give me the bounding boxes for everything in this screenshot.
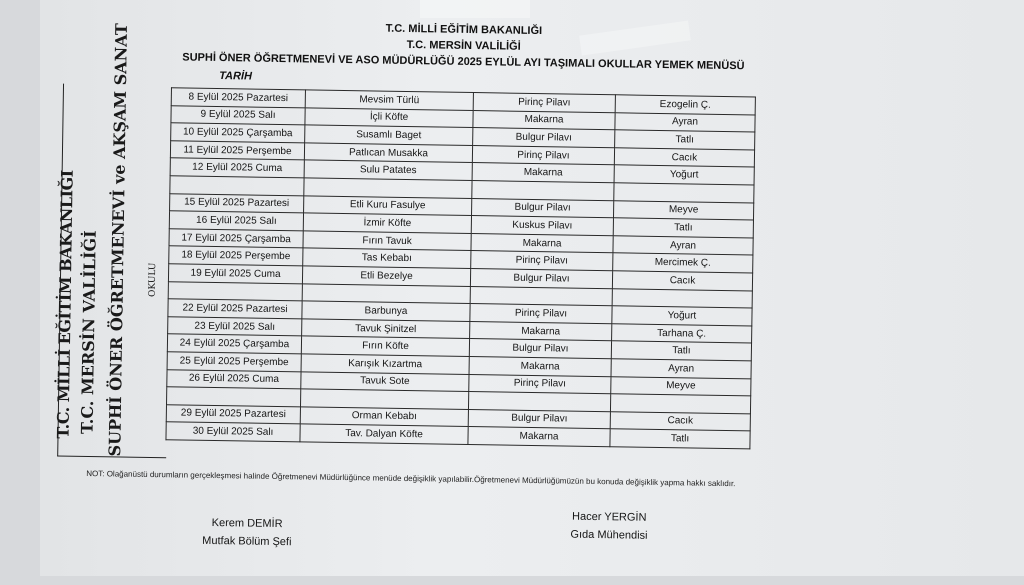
extra-cell: Mercimek Ç. [613, 253, 753, 273]
date-cell: 23 Eylül 2025 Salı [168, 316, 302, 336]
main-dish-cell: Orman Kebabı [300, 407, 468, 427]
date-cell: 10 Eylül 2025 Çarşamba [171, 123, 305, 143]
side-dish-cell: Bulgur Pilavı [472, 198, 614, 218]
side-label-school: OKULU [147, 262, 159, 298]
date-cell [168, 281, 302, 301]
signer-name: Hacer YERGİN [572, 510, 647, 524]
extra-cell: Cacık [614, 148, 754, 168]
date-cell: 30 Eylül 2025 Salı [166, 422, 300, 442]
extra-cell: Tarhana Ç. [612, 323, 752, 343]
extra-cell [614, 183, 754, 203]
side-dish-cell [468, 392, 610, 412]
extra-cell: Cacık [610, 411, 750, 431]
signer-title: Mutfak Bölüm Şefi [202, 534, 292, 549]
side-dish-cell: Pirinç Pilavı [473, 93, 615, 113]
main-dish-cell: Susamlı Baget [305, 125, 473, 145]
main-dish-cell: Tav. Dalyan Köfte [300, 424, 468, 444]
side-dish-cell: Pirinç Pilavı [471, 251, 613, 271]
date-cell: 22 Eylül 2025 Pazartesi [168, 299, 302, 319]
extra-cell: Tatlı [613, 218, 753, 238]
date-column-label: TARİH [219, 70, 253, 83]
side-label-institution: SUPHİ ÖNER ÖĞRETMENEVİ ve AKŞAM SANAT [105, 23, 131, 457]
signature-block-engineer [544, 507, 675, 545]
extra-cell: Cacık [612, 271, 752, 291]
menu-table [165, 87, 755, 449]
side-dish-cell: Makarna [472, 163, 614, 183]
side-dish-cell: Pirinç Pilavı [470, 304, 612, 324]
date-cell: 12 Eylül 2025 Cuma [170, 158, 304, 178]
side-dish-cell: Bulgur Pilavı [473, 128, 615, 148]
extra-cell: Yoğurt [612, 306, 752, 326]
date-cell: 24 Eylül 2025 Çarşamba [167, 334, 301, 354]
side-dish-cell: Makarna [471, 233, 613, 253]
signature-block-chef [192, 514, 303, 552]
footnote: NOT: Olağanüstü durumların gerçekleşmesi halinde Öğretmenevi Müdürlüğünce menüde değişiklik yapılabilir.Öğretmenevi Müdürlüğümüzün bu konuda değişiklik yapma hakkı saklıdır. [86, 468, 736, 489]
main-dish-cell: Tavuk Sote [301, 371, 469, 391]
extra-cell [612, 288, 752, 308]
side-dish-cell: Makarna [469, 356, 611, 376]
main-dish-cell: Fırın Tavuk [303, 231, 471, 251]
main-dish-cell: İzmir Köfte [303, 213, 471, 233]
main-dish-cell: Patlıcan Musakka [304, 143, 472, 163]
date-cell [167, 387, 301, 407]
date-cell: 17 Eylül 2025 Çarşamba [169, 229, 303, 249]
extra-cell: Ayran [615, 112, 755, 132]
main-dish-cell: Etli Bezelye [302, 266, 470, 286]
main-dish-cell: Etli Kuru Fasulye [304, 195, 472, 215]
side-dish-cell: Bulgur Pilavı [468, 409, 610, 429]
main-dish-cell: Tas Kebabı [303, 248, 471, 268]
side-label-governorship: T.C. MERSİN VALİLİĞİ [77, 230, 100, 435]
menu-title: SUPHİ ÖNER ÖĞRETMENEVİ VE ASO MÜDÜRLÜĞÜ 2025 EYLÜL AYI TAŞIMALI OKULLAR YEMEK MENÜSÜ [182, 51, 745, 73]
main-dish-cell: Fırın Köfte [301, 336, 469, 356]
extra-cell: Tatlı [610, 429, 750, 449]
side-dish-cell: Makarna [470, 321, 612, 341]
side-dish-cell: Makarna [468, 427, 610, 447]
extra-cell: Ayran [611, 359, 751, 379]
extra-cell: Ayran [613, 235, 753, 255]
extra-cell: Tatlı [615, 130, 755, 150]
date-cell: 9 Eylül 2025 Salı [171, 105, 305, 125]
side-dish-cell: Makarna [473, 110, 615, 130]
date-cell: 19 Eylül 2025 Cuma [168, 264, 302, 284]
side-dish-cell: Pirinç Pilavı [472, 145, 614, 165]
side-dish-cell: Kuskus Pilavı [471, 216, 613, 236]
main-dish-cell: Sulu Patates [304, 160, 472, 180]
date-cell: 29 Eylül 2025 Pazartesi [166, 404, 300, 424]
ministry-title: T.C. MİLLİ EĞİTİM BAKANLIĞI [385, 22, 543, 38]
extra-cell: Meyve [613, 200, 753, 220]
extra-cell: Yoğurt [614, 165, 754, 185]
side-dish-cell: Bulgur Pilavı [470, 268, 612, 288]
date-cell [170, 176, 304, 196]
signer-title: Gıda Mühendisi [570, 528, 648, 542]
extra-cell: Meyve [611, 376, 751, 396]
main-dish-cell: Mevsim Türlü [305, 90, 473, 110]
date-cell: 16 Eylül 2025 Salı [169, 211, 303, 231]
date-cell: 15 Eylül 2025 Pazartesi [170, 193, 304, 213]
side-dish-cell: Pirinç Pilavı [469, 374, 611, 394]
date-cell: 25 Eylül 2025 Perşembe [167, 352, 301, 372]
governorship-title: T.C. MERSİN VALİLİĞİ [406, 38, 521, 53]
extra-cell: Ezogelin Ç. [615, 95, 755, 115]
main-dish-cell: Karışık Kızartma [301, 354, 469, 374]
side-label-ministry: T.C. MİLLİ EĞİTİM BAKANLIĞI [53, 170, 77, 439]
main-dish-cell: Tavuk Şinitzel [302, 319, 470, 339]
side-dish-cell [472, 180, 614, 200]
date-cell: 11 Eylül 2025 Perşembe [170, 141, 304, 161]
date-cell: 8 Eylül 2025 Pazartesi [171, 88, 305, 108]
main-dish-cell: Barbunya [302, 301, 470, 321]
date-cell: 26 Eylül 2025 Cuma [167, 369, 301, 389]
main-dish-cell: İçli Köfte [305, 107, 473, 127]
signer-name: Kerem DEMİR [211, 516, 283, 531]
side-dish-cell [470, 286, 612, 306]
extra-cell: Tatlı [611, 341, 751, 361]
side-dish-cell: Bulgur Pilavı [469, 339, 611, 359]
extra-cell [610, 394, 750, 414]
date-cell: 18 Eylül 2025 Perşembe [169, 246, 303, 266]
